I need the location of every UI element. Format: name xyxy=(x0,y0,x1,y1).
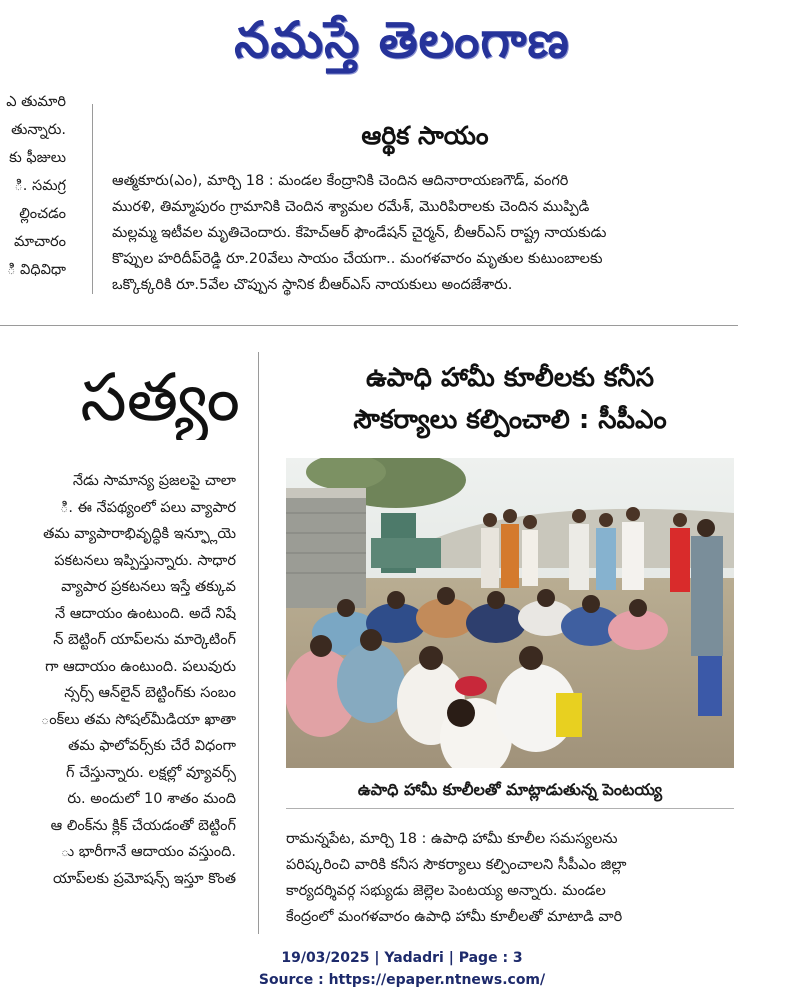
text-line: నేడు సామాన్య ప్రజలపై చాలా xyxy=(72,473,236,489)
text-line: గా ఆదాయం ఉంటుంది. పలువురు xyxy=(45,658,236,675)
text-line: ఆత్మకూరు(ఎం), మార్చి 18 : మండల కేంద్రానికి చెందిన ఆదినారాయణగౌడ్, వంగరి xyxy=(112,173,569,189)
text-line: ు భారీగానే ఆదాయం వస్తుంది. xyxy=(60,844,236,860)
footer-source-line: Source : https://epaper.ntnews.com/ xyxy=(258,972,546,988)
text-line: తమ వ్యాపారాభివృద్ధికి ఇన్ఫ్లూయె xyxy=(43,526,236,542)
text-line: తమ ఫాలోవర్స్‌కు చేరే విధంగా xyxy=(68,738,236,754)
text-line: కొప్పుల హరిదీప్‌రెడ్డి రూ.20వేలు సాయం చేయగా.. మంగళవారం మృతుల కుటుంబాలకు xyxy=(112,251,603,267)
article2-headline-line2: సౌకర్యాలు కల్పించాలి : సీపీఎం xyxy=(353,405,667,435)
photo-caption: ఉపాధి హామీ కూలీలతో మాట్లాడుతున్న పెంటయ్య xyxy=(357,780,663,799)
text-line: కార్యదర్శివర్గ సభ్యుడు జెల్లెల పెంటయ్య అన్నారు. మండల xyxy=(286,883,606,899)
text-line: గ్ చేస్తున్నారు. లక్షల్లో వ్యూవర్స్ xyxy=(66,764,236,781)
article1-body xyxy=(112,168,736,298)
text-line: న్సర్స్ ఆన్‌లైన్ బెట్టింగ్‌కు సంబం xyxy=(64,685,236,701)
text-line: కేంద్రంలో మంగళవారం ఉపాధి హామీ కూలీలతో మాటాడి వారి xyxy=(286,909,623,925)
text-line: పకటనలు ఇప్పిస్తున్నారు. సాధార xyxy=(54,552,236,569)
text-line: ల్లించడం xyxy=(19,206,66,222)
text-line: ి విధివిధా xyxy=(7,262,66,278)
text-line: తున్నారు. xyxy=(11,122,66,138)
text-line: రు. అందులో 10 శాతం మంది xyxy=(67,791,236,807)
text-line: మల్లమ్మ ఇటీవల మృతిచెందారు. కేహెచ్‌ఆర్ ఫౌండేషన్ చైర్మన్, బీఆర్‌ఎస్ రాష్ట్ర నాయకుడు xyxy=(112,225,607,241)
text-line: ంక్‌లు తమ సోషల్‌మీడియా ఖాతా xyxy=(40,711,236,728)
text-line: ఎ తుమారి xyxy=(6,94,66,110)
text-line: మురళి, తిమ్మాపురం గ్రామానికి చెందిన శ్యామల రమేశ్, మొరిపిరాలకు చెందిన ముప్పిడి xyxy=(112,199,590,215)
column-divider-main xyxy=(258,352,259,934)
left-headline-fragment: సత్యం xyxy=(80,359,240,436)
masthead: నమస్తే తెలంగాణ xyxy=(234,10,570,69)
left-fragment-top xyxy=(0,88,66,284)
section-divider xyxy=(0,325,738,326)
article2-body xyxy=(286,826,736,930)
text-line: రామన్నపేట, మార్చి 18 : ఉపాధి హామీ కూలీల సమస్యలను xyxy=(286,831,618,847)
left-article-body xyxy=(0,468,236,892)
text-line: న్ బెట్టింగ్ యాప్‌లను మార్కెటింగ్ xyxy=(53,632,236,648)
text-line: ి. సమగ్ర xyxy=(14,178,66,194)
column-divider-top xyxy=(92,104,93,294)
article2-headline-line1: ఉపాధి హామీ కూలీలకు కనీస xyxy=(366,363,654,393)
text-line: మాచారం xyxy=(14,234,66,250)
text-line: వ్యాపార ప్రకటనలు ఇస్తే తక్కువ xyxy=(61,579,236,595)
text-line: ి. ఈ నేపథ్యంలో పలు వ్యాపార xyxy=(59,499,236,516)
text-line: నే ఆదాయం ఉంటుంది. అదే నిషే xyxy=(55,605,236,622)
footer-date-line: 19/03/2025 | Yadadri | Page : 3 xyxy=(281,950,523,966)
news-photo xyxy=(286,458,734,768)
article1-headline: ఆర్థిక సాయం xyxy=(361,121,489,150)
text-line: ఒక్కొక్కరికి రూ.5వేల చొప్పున స్థానిక బీఆర్‌ఎస్ నాయకులు అందజేశారు. xyxy=(112,277,513,293)
text-line: పరిష్కరించి వారికి కనీస సౌకర్యాలు కల్పించాలని సీపీఎం జిల్లా xyxy=(286,857,627,873)
text-line: ఆ లింక్‌ను క్లిక్ చేయడంతో బెట్టింగ్ xyxy=(50,817,236,834)
caption-rule xyxy=(286,808,734,809)
text-line: యాప్‌లకు ప్రమోషన్స్ ఇస్తూ కొంత xyxy=(52,870,236,887)
text-line: కు ఫీజులు xyxy=(9,150,66,166)
